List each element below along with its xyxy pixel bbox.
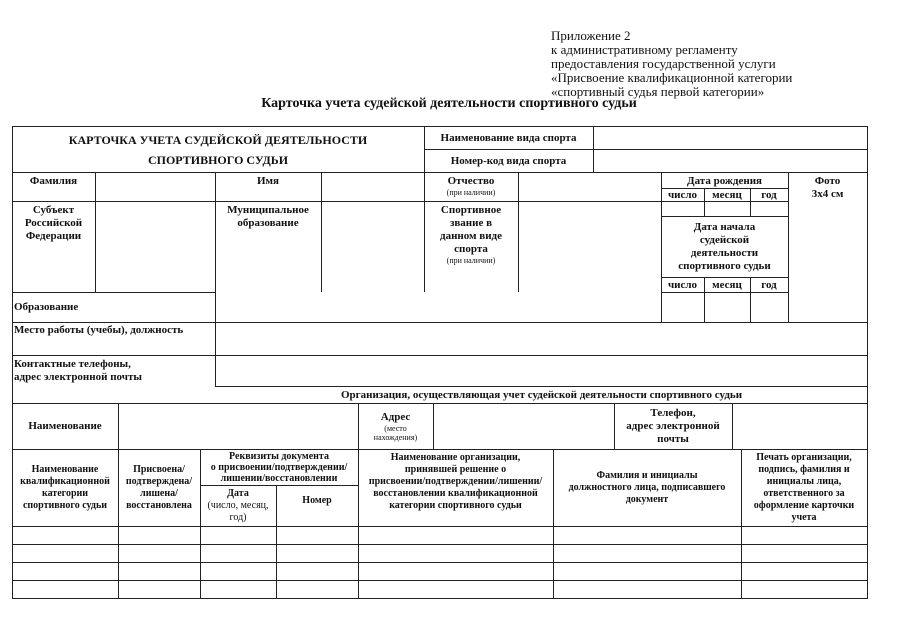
sport-title-label xyxy=(424,204,518,280)
contacts-line: адрес электронной почты xyxy=(14,371,142,383)
col-docs-header xyxy=(200,450,358,485)
table-row-line xyxy=(12,526,868,527)
header-line: категории xyxy=(41,488,89,499)
grid-line xyxy=(118,403,119,449)
header-line: Реквизиты документа xyxy=(229,451,329,462)
photo-label: Фото xyxy=(814,175,841,187)
card-heading xyxy=(12,130,424,170)
grid-line xyxy=(661,216,788,217)
birth-day-label: число xyxy=(667,189,698,201)
header-line: Присвоена/ xyxy=(133,464,185,475)
education-label: Образование xyxy=(14,301,79,313)
start-date-label xyxy=(661,218,788,276)
municipal-label xyxy=(215,204,321,244)
header-line: Дата xyxy=(227,488,249,499)
sport-code-field[interactable] xyxy=(594,150,867,172)
border-right xyxy=(867,126,868,599)
header-line: принявшей решение о xyxy=(404,464,507,475)
col-official-header xyxy=(553,450,741,526)
annex-block xyxy=(551,29,792,99)
grid-line xyxy=(12,403,868,404)
header-line: Наименование организации, xyxy=(390,452,521,463)
header-line: документ xyxy=(625,494,669,505)
card-heading-line: СПОРТИВНОГО СУДЬИ xyxy=(147,153,289,167)
annex-line: «спортивный судья первой категории» xyxy=(551,84,765,99)
start-day-label: число xyxy=(667,278,698,291)
phone-label xyxy=(614,404,732,449)
municipal-line: Муниципальное xyxy=(227,204,309,216)
sport-name-label: Наименование вида спорта xyxy=(440,131,577,144)
col-number-header: Номер xyxy=(302,494,332,506)
start-date-line: судейской xyxy=(699,234,750,246)
sport-title-line: данном виде xyxy=(440,230,502,242)
address-text: Адрес xyxy=(380,411,411,423)
table-row-line xyxy=(12,562,868,563)
border-bottom xyxy=(12,598,868,599)
photo-size-label: 3х4 см xyxy=(811,188,844,200)
subject-line: Федерации xyxy=(25,230,82,242)
if-any-note: (при наличии) xyxy=(446,256,496,265)
name-label: Имя xyxy=(257,175,279,187)
header-line: подпись, фамилия и xyxy=(758,464,850,475)
birth-month-label: месяц xyxy=(712,189,742,201)
birth-year-label: год xyxy=(761,189,777,201)
surname-label: Фамилия xyxy=(29,175,78,187)
start-date-line: спортивного судьи xyxy=(678,260,771,272)
header-line: восстановлена xyxy=(126,500,192,511)
header-line: подтверждена/ xyxy=(125,476,193,487)
header-line: о присвоении/подтверждении/ xyxy=(210,462,348,473)
table-row-line xyxy=(12,580,868,581)
phone-line: Телефон, xyxy=(650,407,696,419)
subject-label xyxy=(12,204,95,264)
grid-line xyxy=(518,172,519,292)
start-year-label: год xyxy=(761,278,777,291)
header-line: лишении/восстановлении xyxy=(220,473,338,484)
contacts-line: Контактные телефоны, xyxy=(14,358,131,370)
header-line: присвоении/подтверждении/лишении/ xyxy=(368,476,543,487)
header-line: должностного лица, подписавшего xyxy=(568,482,726,493)
header-line: квалификационной xyxy=(20,476,110,487)
start-month-label: месяц xyxy=(712,278,742,291)
photo-placeholder xyxy=(788,175,867,215)
header-line: инициалы лица, xyxy=(766,476,842,487)
header-line: спортивного судьи xyxy=(22,500,108,511)
sport-title-line: Спортивное xyxy=(440,204,502,216)
grid-line xyxy=(732,403,733,449)
address-note: нахождения) xyxy=(373,433,418,442)
phone-line: адрес электронной xyxy=(626,420,720,432)
annex-line: к административному регламенту xyxy=(551,42,738,57)
header-line: Наименование xyxy=(31,464,99,475)
header-line: Печать организации, xyxy=(756,452,852,463)
annex-line: «Присвоение квалификационной категории xyxy=(551,70,793,85)
address-label xyxy=(358,404,433,449)
grid-line xyxy=(12,355,868,356)
phone-line: почты xyxy=(657,433,689,445)
subject-line: Субъект xyxy=(32,204,75,216)
if-any-note: (при наличии) xyxy=(446,188,496,197)
annex-line: Приложение 2 xyxy=(551,28,631,43)
header-line: лишена/ xyxy=(140,488,178,499)
org-section-header: Организация, осуществляющая учет судейской деятельности спортивного судьи xyxy=(340,388,743,401)
work-place-label: Место работы (учебы), должность xyxy=(14,323,184,336)
header-line: (число, месяц, xyxy=(207,500,269,511)
municipal-line: образование xyxy=(237,217,299,229)
header-line: ответственного за xyxy=(763,488,845,499)
birth-date-label: Дата рождения xyxy=(687,174,762,187)
sport-name-field[interactable] xyxy=(594,127,867,149)
start-date-line: деятельности xyxy=(690,247,759,259)
patronymic-text: Отчество xyxy=(447,175,495,187)
table-row-line xyxy=(12,544,868,545)
col-date-header xyxy=(200,486,276,526)
col-status-header xyxy=(118,450,200,526)
patronymic-label xyxy=(424,175,518,201)
sport-title-line: спорта xyxy=(454,243,488,255)
org-name-label: Наименование xyxy=(28,420,102,432)
subject-line: Российской xyxy=(24,217,83,229)
col-category-header xyxy=(12,450,118,526)
contacts-label xyxy=(12,357,215,385)
address-note: (место xyxy=(384,424,407,433)
annex-line: предоставления государственной услуги xyxy=(551,56,776,71)
header-line: оформление карточки xyxy=(753,500,855,511)
header-line: Фамилия и инициалы xyxy=(596,470,698,481)
document-title: Карточка учета судейской деятельности спортивного судьи xyxy=(261,96,637,111)
sport-title-line: звание в xyxy=(449,217,493,229)
grid-line xyxy=(321,172,322,292)
card-heading-line: КАРТОЧКА УЧЕТА СУДЕЙСКОЙ ДЕЯТЕЛЬНОСТИ xyxy=(68,133,368,147)
grid-line xyxy=(433,403,434,449)
header-line: категории спортивного судьи xyxy=(389,500,522,511)
sport-code-label: Номер-код вида спорта xyxy=(450,154,567,167)
grid-line xyxy=(95,172,96,292)
header-line: восстановлении квалификационной xyxy=(373,488,538,499)
col-org-header xyxy=(358,452,553,524)
col-stamp-header xyxy=(741,450,867,526)
grid-line xyxy=(12,172,868,173)
header-line: год) xyxy=(229,512,247,523)
grid-line xyxy=(661,292,788,293)
start-date-line: Дата начала xyxy=(693,221,756,233)
header-line: учета xyxy=(791,512,817,523)
